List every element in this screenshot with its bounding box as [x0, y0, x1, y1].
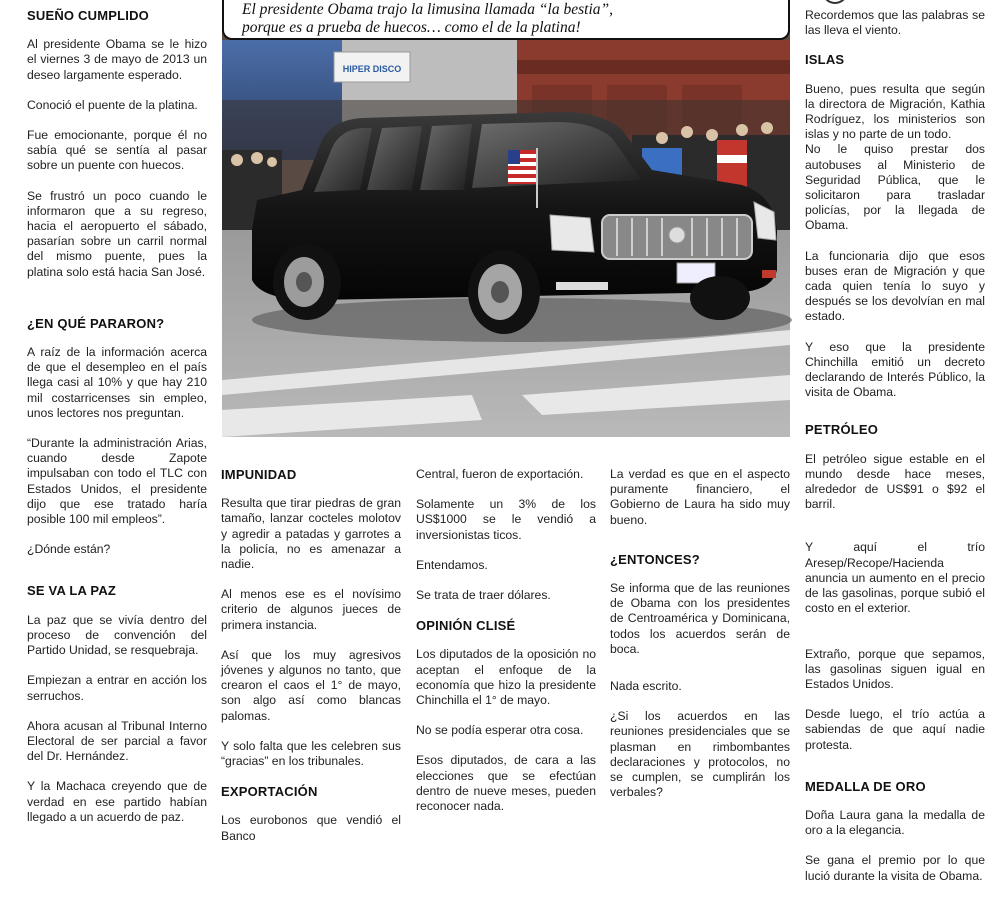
- paragraph: ¿Si los acuerdos en las reuniones presidenciales que se plasman en rimbombantes declaraciones y protocolos, no se cumplen, se cumplirán los verbales?: [610, 709, 790, 800]
- section-heading: SUEÑO CUMPLIDO: [27, 8, 149, 23]
- paragraph: La paz que se vivía dentro del proceso de convención del Partido Unidad, se resquebraja.: [27, 612, 207, 658]
- paragraph: A raíz de la información acerca de que el desempleo en el país llega casi al 10% y que hay 210 mil costarricenses sin empleo, unos lectores nos preguntan.: [27, 345, 207, 420]
- paragraph: Nada escrito.: [610, 679, 682, 694]
- section-heading: EXPORTACIÓN: [221, 784, 318, 800]
- paragraph: Ahora acusan al Tribunal Interno Electoral de ser parcial a favor del Dr. Hernández.: [27, 718, 207, 764]
- paragraph: El petróleo sigue estable en el mundo desde hace meses, alrededor de US$91 o $92 el barril.: [805, 451, 985, 512]
- section-heading: ¿EN QUÉ PARARON?: [27, 315, 165, 331]
- paragraph: Extraño, porque que sepamos, las gasolinas siguen igual en Estados Unidos.: [805, 646, 985, 691]
- paragraph: Entendamos.: [416, 557, 488, 572]
- section-heading: PETRÓLEO: [805, 422, 879, 438]
- paragraph: La funcionaria dijo que esos buses eran de Migración y que cada quien tenía lo suyo y después se los devolvían en mal estado.: [805, 248, 985, 324]
- column-center: [416, 467, 596, 829]
- paragraph: Y aquí el trío Aresep/Recope/Hacienda anuncia un aumento en el precio de las gasolinas, porque subió el costo en el exterior.: [805, 540, 985, 616]
- paragraph: Y la Machaca creyendo que de verdad en ese partido habían llegado a un acuerdo de paz.: [27, 779, 207, 824]
- section-heading: SE VA LA PAZ: [27, 583, 117, 599]
- paragraph: Conoció el puente de la platina.: [27, 97, 198, 112]
- caption-line-1: El presidente Obama trajo la limusina llamada “la bestia”,: [242, 1, 614, 18]
- section-heading: IMPUNIDAD: [221, 467, 297, 482]
- section-heading: MEDALLA DE ORO: [805, 778, 926, 794]
- caption-line-2: porque es a prueba de huecos… como el de la platina!: [242, 19, 581, 36]
- paragraph: Y solo falta que les celebren sus “gracias” en los tribunales.: [221, 738, 401, 769]
- column-center-left: [221, 467, 401, 859]
- paragraph: Solamente un 3% de los US$1000 se le vendió a inversionistas ticos.: [416, 497, 596, 542]
- paragraph: Esos diputados, de cara a las elecciones que se efectúan dentro de nueve meses, pueden reconocer nada.: [416, 753, 596, 814]
- paragraph: Bueno, pues resulta que según la directora de Migración, Kathia Rodríguez, los ministerios son islas y no parte de un todo.: [805, 81, 985, 142]
- section-heading: OPINIÓN CLISÉ: [416, 618, 516, 634]
- paragraph: La verdad es que en el aspecto puramente financiero, el Gobierno de Laura ha sido muy bueno.: [610, 467, 790, 527]
- column-right: [805, 8, 985, 899]
- paragraph: Así que los muy agresivos jóvenes y algunos no tanto, que crearon el caos el 1° de mayo, son algo así como blancas palomas.: [221, 647, 401, 723]
- section-heading: ISLAS: [805, 52, 845, 68]
- photo-caption: [222, 0, 790, 40]
- limousine-photo: [222, 0, 790, 437]
- limousine-illustration: [222, 0, 790, 437]
- paragraph: Y eso que la presidente Chinchilla emitió un decreto declarando de Interés Público, la visita de Obama.: [805, 339, 985, 400]
- paragraph: Se trata de traer dólares.: [416, 588, 551, 603]
- paragraph: Se gana el premio por lo que lució durante la visita de Obama.: [805, 853, 985, 883]
- paragraph: Doña Laura gana la medalla de oro a la elegancia.: [805, 807, 985, 838]
- paragraph: Fue emocionante, porque él no sabía qué se sentía al pasar sobre un puente con huecos.: [27, 128, 207, 173]
- paragraph: No se podía esperar otra cosa.: [416, 723, 584, 738]
- paragraph: ¿Dónde están?: [27, 542, 111, 557]
- store-sign: HIPER DISCO: [342, 64, 402, 74]
- paragraph: Se informa que de las reuniones de Obama con los presidentes de Centroamérica y Dominicana, todos los acuerdos serán de boca.: [610, 581, 790, 656]
- paragraph: Resulta que tirar piedras de gran tamaño, lanzar cocteles molotov y agredir a patadas y garrotes a la policía, no es amenazar a nadie.: [221, 496, 401, 572]
- paragraph: Los eurobonos que vendió el Banco: [221, 813, 401, 843]
- paragraph: Al presidente Obama se le hizo el viernes 3 de mayo de 2013 un deseo largamente esperado.: [27, 37, 207, 82]
- header-ornament: [822, 0, 848, 4]
- column-left: [27, 8, 207, 840]
- paragraph: Desde luego, el trío actúa a sabiendas de que aquí nadie protesta.: [805, 707, 985, 752]
- paragraph: Al menos ese es el novísimo criterio de algunos jueces de primera instancia.: [221, 587, 401, 632]
- paragraph: Recordemos que las palabras se las lleva el viento.: [805, 8, 985, 38]
- paragraph: Empiezan a entrar en acción los serruchos.: [27, 673, 207, 703]
- column-center-right: [610, 467, 790, 815]
- paragraph: Se frustró un poco cuando le informaron que a su regreso, hacia el aeropuerto el sábado, pasarían sobre un carril normal del mismo puente, pues la platina solo está hacia San José.: [27, 188, 207, 279]
- section-heading: ¿ENTONCES?: [610, 551, 700, 567]
- paragraph: Los diputados de la oposición no aceptan el enfoque de la economía que hizo la presidente Chinchilla el 1° de mayo.: [416, 647, 596, 708]
- paragraph: Central, fueron de exportación.: [416, 467, 584, 481]
- paragraph: No le quiso prestar dos autobuses al Ministerio de Seguridad Pública, que le solicitaron para trasladar policías, por la llegada de Obama.: [805, 142, 985, 233]
- paragraph: “Durante la administración Arias, cuando desde Zapote impulsaban con todo el TLC con Estados Unidos, el presidente dijo que ese tratado haría posible 100 mil empleos”.: [27, 436, 207, 527]
